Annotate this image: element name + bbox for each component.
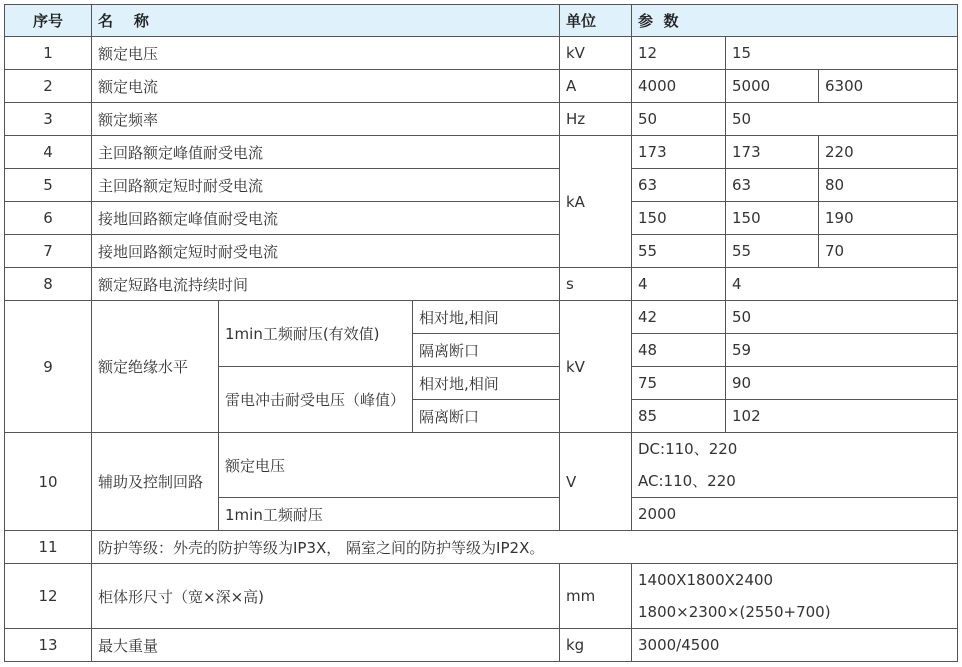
- row-name: 主回路额定峰值耐受电流: [92, 136, 560, 169]
- row-value: 173: [726, 136, 819, 169]
- row-unit: kV: [560, 37, 632, 70]
- table-row: [5, 301, 958, 334]
- spec-table: [4, 4, 958, 662]
- row-name: 最大重量: [92, 629, 560, 662]
- row-value: 75: [632, 367, 726, 400]
- row-unit: Hz: [560, 103, 632, 136]
- row-no: 7: [5, 235, 92, 268]
- row-value: 3000/4500: [632, 629, 958, 662]
- row-no: 1: [5, 37, 92, 70]
- row-sub-name: 额定电压: [219, 433, 560, 498]
- row-note: 防护等级：外壳的防护等级为IP3X， 隔室之间的防护等级为IP2X。: [92, 531, 958, 564]
- header-params: 参 数: [632, 5, 958, 37]
- row-value: 220: [819, 136, 958, 169]
- row-value: 55: [632, 235, 726, 268]
- row-name: 接地回路额定峰值耐受电流: [92, 202, 560, 235]
- row-sub-item: 相对地,相间: [413, 301, 560, 334]
- table-row: [5, 629, 958, 662]
- row-no: 2: [5, 70, 92, 103]
- row-value-line: 1400X1800X2400: [638, 571, 774, 589]
- header-unit: 单位: [560, 5, 632, 37]
- table-row: [5, 433, 958, 498]
- row-value-line: AC:110、220: [638, 472, 736, 490]
- table-row: [5, 136, 958, 169]
- table-row: [5, 169, 958, 202]
- row-value: 6300: [819, 70, 958, 103]
- row-unit: kV: [560, 301, 632, 433]
- row-name: 额定短路电流持续时间: [92, 268, 560, 301]
- row-no: 3: [5, 103, 92, 136]
- row-value: 102: [726, 400, 958, 433]
- row-value: 63: [726, 169, 819, 202]
- row-value: 50: [726, 301, 958, 334]
- row-value: 15: [726, 37, 958, 70]
- row-unit: V: [560, 433, 632, 531]
- row-no: 9: [5, 301, 92, 433]
- row-name: 接地回路额定短时耐受电流: [92, 235, 560, 268]
- row-no: 11: [5, 531, 92, 564]
- header-name: 名 称: [92, 5, 560, 37]
- table-row: [5, 235, 958, 268]
- row-value: 4: [726, 268, 958, 301]
- row-value: 2000: [632, 498, 958, 531]
- row-value: 4: [632, 268, 726, 301]
- row-sub-name: 1min工频耐压(有效值): [219, 301, 413, 367]
- row-no: 13: [5, 629, 92, 662]
- row-sub-name: 1min工频耐压: [219, 498, 560, 531]
- row-value: 48: [632, 334, 726, 367]
- row-no: 8: [5, 268, 92, 301]
- row-name: 辅助及控制回路: [92, 433, 219, 531]
- header-no: 序号: [5, 5, 92, 37]
- row-no: 4: [5, 136, 92, 169]
- row-value: 12: [632, 37, 726, 70]
- row-unit: s: [560, 268, 632, 301]
- row-value: 42: [632, 301, 726, 334]
- table-row: [5, 268, 958, 301]
- row-name: 额定绝缘水平: [92, 301, 219, 433]
- row-value-multiline: [632, 564, 958, 629]
- row-value: 50: [632, 103, 726, 136]
- table-row: [5, 531, 958, 564]
- row-value: 70: [819, 235, 958, 268]
- table-row: [5, 103, 958, 136]
- row-no: 6: [5, 202, 92, 235]
- row-value: 4000: [632, 70, 726, 103]
- row-no: 5: [5, 169, 92, 202]
- row-no: 12: [5, 564, 92, 629]
- row-value: 55: [726, 235, 819, 268]
- row-name: 额定电流: [92, 70, 560, 103]
- row-no: 10: [5, 433, 92, 531]
- row-name: 柜体形尺寸（宽×深×高): [92, 564, 560, 629]
- row-value-line: 1800×2300×(2550+700): [638, 603, 831, 621]
- row-sub-item: 相对地,相间: [413, 367, 560, 400]
- row-value: 59: [726, 334, 958, 367]
- table-row: [5, 202, 958, 235]
- row-value: 150: [632, 202, 726, 235]
- table-row: [5, 37, 958, 70]
- header-row: [5, 5, 958, 37]
- row-unit: mm: [560, 564, 632, 629]
- row-value: 5000: [726, 70, 819, 103]
- row-sub-item: 隔离断口: [413, 334, 560, 367]
- row-name: 主回路额定短时耐受电流: [92, 169, 560, 202]
- row-value: 190: [819, 202, 958, 235]
- row-value: 63: [632, 169, 726, 202]
- row-unit: A: [560, 70, 632, 103]
- row-value: 150: [726, 202, 819, 235]
- row-value: 80: [819, 169, 958, 202]
- table-row: [5, 70, 958, 103]
- row-name: 额定电压: [92, 37, 560, 70]
- row-unit: kA: [560, 136, 632, 268]
- row-sub-name: 雷电冲击耐受电压（峰值）: [219, 367, 413, 433]
- row-value: 85: [632, 400, 726, 433]
- row-unit: kg: [560, 629, 632, 662]
- row-value: 90: [726, 367, 958, 400]
- row-value-line: DC:110、220: [638, 440, 738, 458]
- row-value: 173: [632, 136, 726, 169]
- row-sub-item: 隔离断口: [413, 400, 560, 433]
- table-row: [5, 564, 958, 629]
- row-name: 额定频率: [92, 103, 560, 136]
- row-value: 50: [726, 103, 958, 136]
- row-value-multiline: [632, 433, 958, 498]
